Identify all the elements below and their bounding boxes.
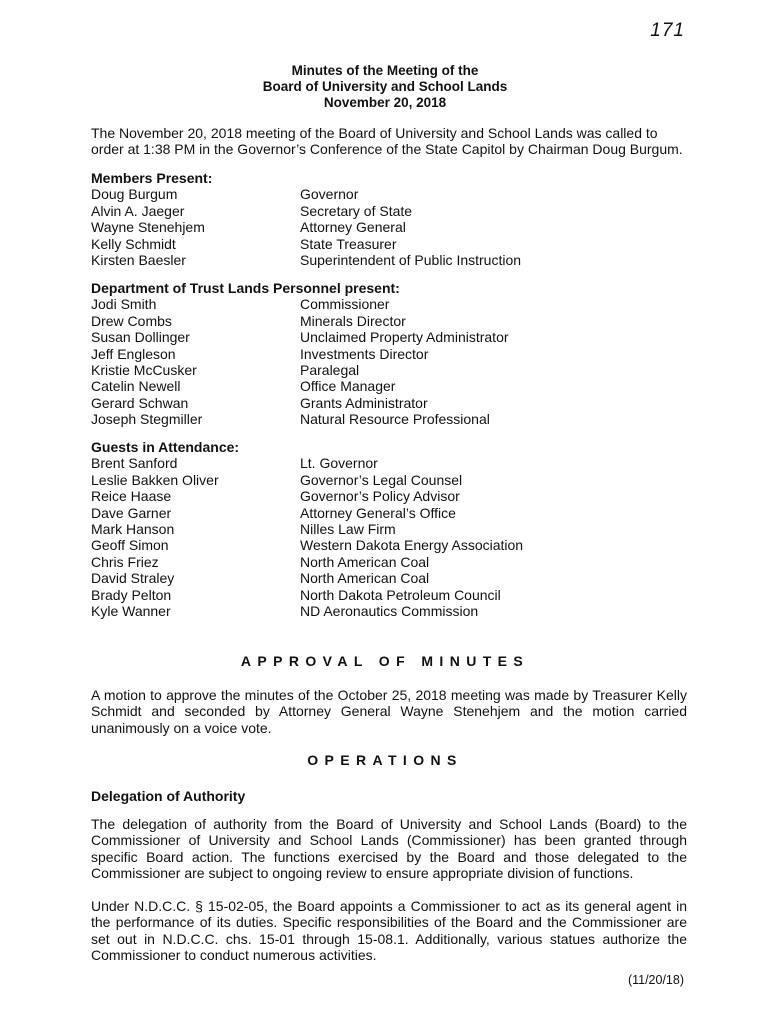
approval-paragraph: A motion to approve the minutes of the October 25, 2018 meeting was made by Treasurer Kelly Schmidt and seconded by Attorney General Wayne Stenehjem and the motion carried unanimously on a voice vote. — [91, 687, 687, 736]
roster-role: Grants Administrator — [300, 394, 428, 411]
guests-heading: Guests in Attendance: — [91, 439, 240, 455]
roster-row — [91, 219, 687, 235]
delegation-subheading: Delegation of Authority — [91, 788, 246, 804]
roster-role: State Treasurer — [300, 235, 397, 252]
roster-name: Dave Garner — [91, 504, 172, 521]
roster-role: Unclaimed Property Administrator — [300, 329, 509, 346]
roster-role: Office Manager — [300, 378, 396, 395]
roster-role: Commissioner — [300, 296, 390, 313]
roster-row — [91, 296, 687, 312]
title-line-3: November 20, 2018 — [323, 95, 447, 110]
roster-name: Kirsten Baesler — [91, 252, 186, 269]
roster-row — [91, 313, 687, 329]
roster-row — [91, 570, 687, 586]
roster-name: Gerard Schwan — [91, 394, 189, 411]
roster-role: Governor’s Legal Counsel — [300, 471, 463, 488]
roster-row — [91, 554, 687, 570]
guests-roster — [91, 455, 687, 619]
roster-row — [91, 455, 687, 471]
roster-name: Mark Hanson — [91, 521, 175, 538]
roster-name: Leslie Bakken Oliver — [91, 471, 219, 488]
roster-row — [91, 252, 687, 268]
roster-role: Natural Resource Professional — [300, 411, 490, 428]
roster-name: Kristie McCusker — [91, 362, 197, 379]
roster-role: Minerals Director — [300, 312, 406, 329]
roster-row — [91, 329, 687, 345]
roster-role: Superintendent of Public Instruction — [300, 252, 522, 269]
roster-role: Paralegal — [300, 362, 360, 379]
members-section — [91, 170, 687, 268]
operations-paragraph-2: Under N.D.C.C. § 15-02-05, the Board appoints a Commissioner to act as its general agent in the performance of its duties. Specific responsibilities of the Board and the Commissioner are set out in N.D.C.C. chs. 15-01 through 15-08.1. Additionally, various statues authorize the Commissioner to conduct numerous activities. — [91, 898, 687, 964]
roster-role: Lt. Governor — [300, 455, 378, 472]
roster-name: Alvin A. Jaeger — [91, 202, 185, 219]
roster-name: Brady Pelton — [91, 586, 172, 603]
roster-name: Drew Combs — [91, 312, 172, 329]
personnel-heading: Department of Trust Lands Personnel present: — [91, 280, 400, 296]
roster-name: Joseph Stegmiller — [91, 411, 203, 428]
roster-row — [91, 346, 687, 362]
footer-date: (11/20/18) — [627, 973, 684, 987]
approval-section — [91, 687, 687, 736]
members-heading: Members Present: — [91, 170, 213, 186]
roster-role: Governor — [300, 186, 359, 203]
roster-name: Wayne Stenehjem — [91, 219, 205, 236]
personnel-roster — [91, 296, 687, 427]
roster-name: David Straley — [91, 570, 175, 587]
roster-name: Brent Sanford — [91, 455, 178, 472]
document-title — [0, 63, 770, 111]
roster-row — [91, 587, 687, 603]
roster-role: North American Coal — [300, 570, 430, 587]
roster-row — [91, 362, 687, 378]
roster-name: Kyle Wanner — [91, 603, 171, 620]
roster-row — [91, 236, 687, 252]
roster-role: Nilles Law Firm — [300, 521, 396, 538]
guests-section — [91, 439, 687, 619]
title-line-1: Minutes of the Meeting of the — [291, 63, 479, 78]
roster-role: North Dakota Petroleum Council — [300, 586, 501, 603]
roster-role: Governor’s Policy Advisor — [300, 488, 460, 505]
roster-name: Jeff Engleson — [91, 345, 176, 362]
roster-role: North American Coal — [300, 553, 430, 570]
title-line-2: Board of University and School Lands — [262, 79, 508, 94]
roster-name: Jodi Smith — [91, 296, 157, 313]
operations-paragraph-1: The delegation of authority from the Board of University and School Lands (Board) to the Commissioner of University and School Lands (Commissioner) has been granted through specific Board action. The functions exercised by the Board and those delegated to the Commissioner are subject to ongoing review to ensure appropriate division of functions. — [91, 816, 687, 882]
roster-name: Chris Friez — [91, 553, 159, 570]
roster-row — [91, 395, 687, 411]
roster-row — [91, 203, 687, 219]
roster-row — [91, 378, 687, 394]
approval-heading: APPROVAL OF MINUTES — [240, 653, 530, 669]
roster-name: Reice Haase — [91, 488, 172, 505]
operations-paragraph-2-block — [91, 898, 687, 964]
roster-name: Susan Dollinger — [91, 329, 190, 346]
operations-heading: OPERATIONS — [307, 752, 463, 768]
roster-role: Western Dakota Energy Association — [300, 537, 524, 554]
roster-row — [91, 472, 687, 488]
roster-row — [91, 488, 687, 504]
roster-row — [91, 505, 687, 521]
roster-row — [91, 521, 687, 537]
roster-row — [91, 603, 687, 619]
intro-paragraph: The November 20, 2018 meeting of the Board of University and School Lands was called to order at 1:38 PM in the Governor’s Conference of the State Capitol by Chairman Doug Burgum. — [91, 125, 683, 158]
operations-section — [91, 788, 687, 804]
personnel-section — [91, 280, 687, 428]
roster-name: Kelly Schmidt — [91, 235, 176, 252]
operations-paragraph-1-block — [91, 816, 687, 882]
roster-role: Secretary of State — [300, 202, 413, 219]
roster-role: ND Aeronautics Commission — [300, 603, 479, 620]
roster-name: Doug Burgum — [91, 186, 178, 203]
intro-section — [91, 125, 687, 158]
roster-row — [91, 186, 687, 202]
roster-role: Investments Director — [300, 345, 429, 362]
roster-name: Geoff Simon — [91, 537, 169, 554]
page-number: 171 — [650, 20, 685, 41]
roster-role: Attorney General — [300, 219, 406, 236]
roster-role: Attorney General’s Office — [300, 504, 456, 521]
members-roster — [91, 186, 687, 268]
roster-name: Catelin Newell — [91, 378, 181, 395]
roster-row — [91, 411, 687, 427]
roster-row — [91, 537, 687, 553]
